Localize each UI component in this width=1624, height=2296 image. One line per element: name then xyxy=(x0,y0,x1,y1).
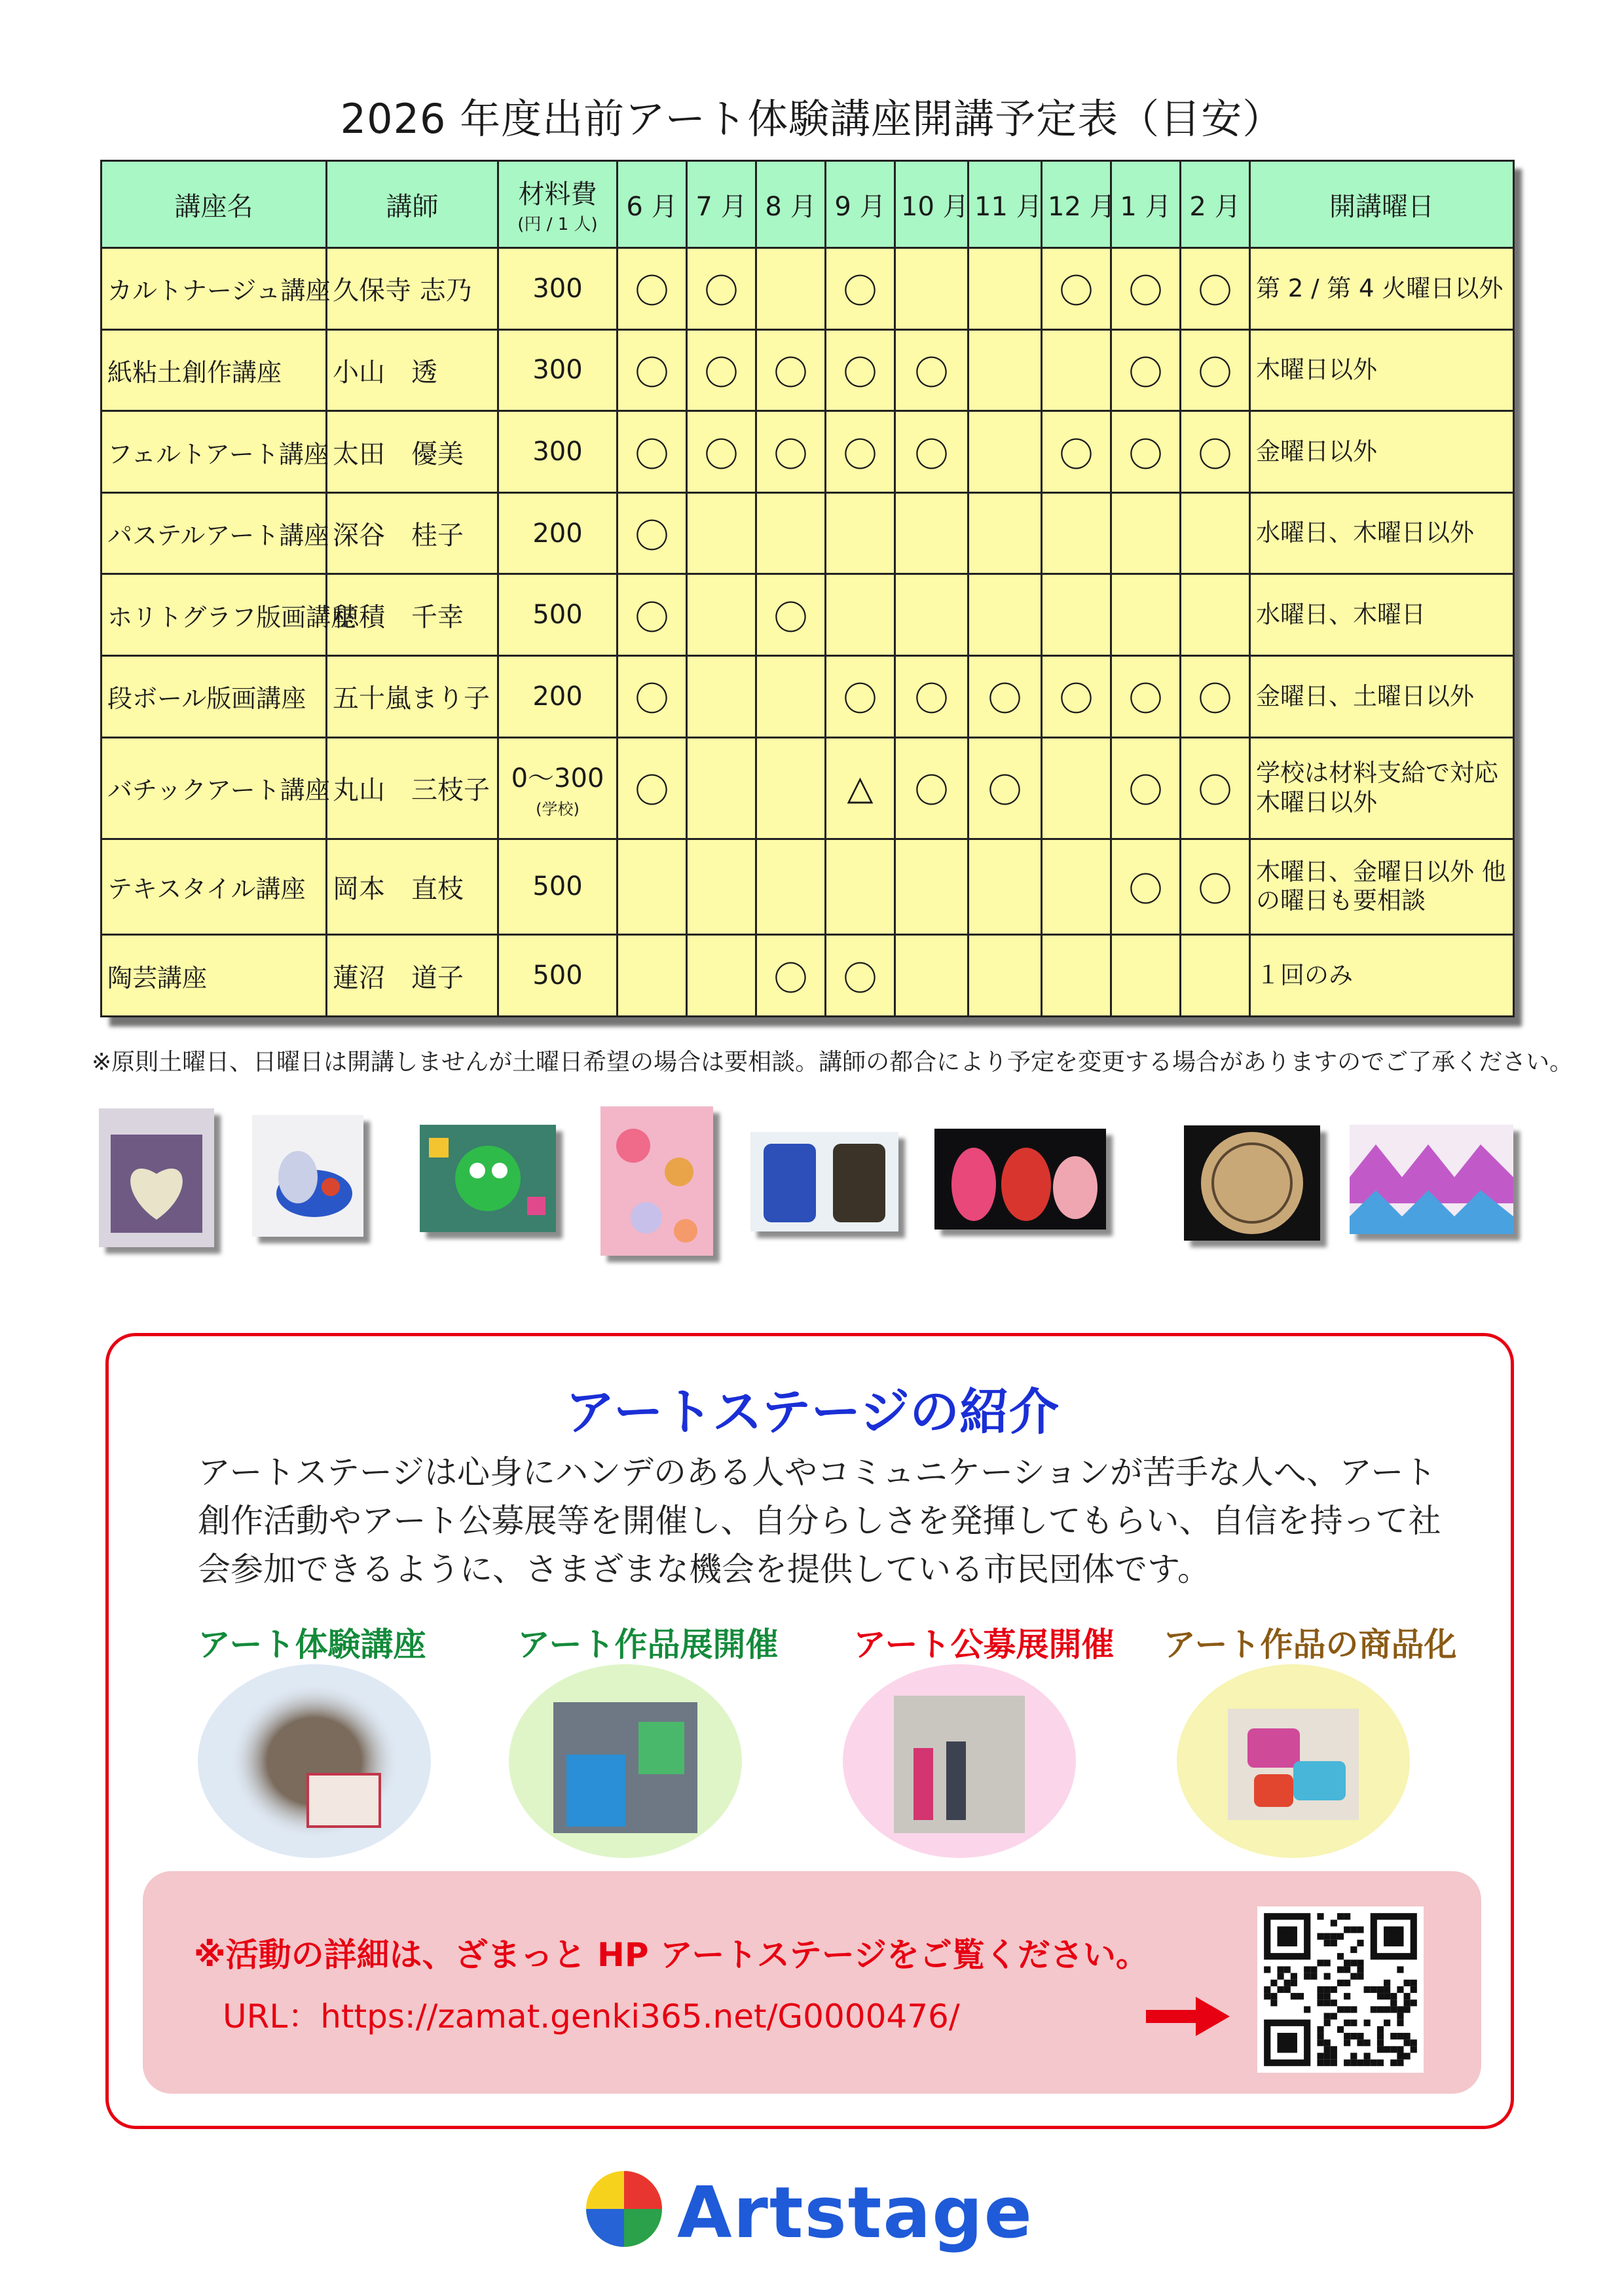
activity-photo-workshop xyxy=(196,1663,432,1859)
artwork-photo-clay xyxy=(252,1115,363,1237)
month-mark-cell xyxy=(969,839,1042,935)
table-row xyxy=(101,935,1514,1017)
schedule-table-wrapper xyxy=(100,160,1513,1017)
header-fee-label: 材料費 xyxy=(518,179,597,210)
month-mark-cell: 〇 xyxy=(1181,329,1250,411)
fee-value: 300 xyxy=(532,437,583,467)
month-mark-cell xyxy=(826,492,895,574)
artwork-photo-textile xyxy=(1350,1125,1513,1234)
header-month: 11 月 xyxy=(969,161,1042,248)
course-name-cell: テキスタイル講座 xyxy=(101,839,327,935)
table-row xyxy=(101,329,1514,411)
month-mark-cell: 〇 xyxy=(1181,839,1250,935)
month-mark-cell: 〇 xyxy=(1181,411,1250,493)
table-row xyxy=(101,737,1514,839)
month-mark-cell xyxy=(687,737,756,839)
month-mark-cell xyxy=(1181,935,1250,1017)
course-name-cell: パステルアート講座 xyxy=(101,492,327,574)
month-mark-cell: 〇 xyxy=(895,329,969,411)
fee-value: 500 xyxy=(532,600,583,630)
schedule-body xyxy=(101,248,1514,1017)
header-month: 7 月 xyxy=(687,161,756,248)
days-cell: 学校は材料支給で対応 木曜日以外 xyxy=(1250,737,1514,839)
teacher-cell: 深谷 桂子 xyxy=(327,492,498,574)
course-name-cell: ホリトグラフ版画講座 xyxy=(101,574,327,656)
month-mark-cell: 〇 xyxy=(756,411,826,493)
artstage-logo-mark xyxy=(585,2170,663,2248)
teacher-cell: 蓮沼 道子 xyxy=(327,935,498,1017)
teacher-cell: 穂積 千幸 xyxy=(327,574,498,656)
month-mark-cell xyxy=(756,737,826,839)
month-mark-cell: 〇 xyxy=(1181,248,1250,330)
month-mark-cell xyxy=(1111,492,1181,574)
month-mark-cell xyxy=(1111,574,1181,656)
month-mark-cell xyxy=(1181,492,1250,574)
month-mark-cell xyxy=(756,656,826,738)
header-teacher: 講師 xyxy=(327,161,498,248)
days-cell: 木曜日、金曜日以外 他の曜日も要相談 xyxy=(1250,839,1514,935)
month-mark-cell xyxy=(687,935,756,1017)
artstage-logo-text: Artstage xyxy=(677,2172,1033,2254)
month-mark-cell: 〇 xyxy=(1111,656,1181,738)
month-mark-cell: 〇 xyxy=(618,737,687,839)
course-name-cell: カルトナージュ講座 xyxy=(101,248,327,330)
month-mark-cell: 〇 xyxy=(826,935,895,1017)
activity-photo-merchandise xyxy=(1175,1663,1411,1859)
month-mark-cell: 〇 xyxy=(618,411,687,493)
month-mark-cell: 〇 xyxy=(1111,248,1181,330)
table-row xyxy=(101,492,1514,574)
info-url-link[interactable]: URL：https://zamat.genki365.net/G0000476/ xyxy=(223,1997,960,2035)
table-row xyxy=(101,656,1514,738)
table-row xyxy=(101,411,1514,493)
month-mark-cell: 〇 xyxy=(756,935,826,1017)
month-mark-cell: 〇 xyxy=(1111,329,1181,411)
month-mark-cell: 〇 xyxy=(756,574,826,656)
activity-label-exhibition: アート作品展開催 xyxy=(517,1626,779,1664)
teacher-cell: 岡本 直枝 xyxy=(327,839,498,935)
course-name-cell: 紙粘土創作講座 xyxy=(101,329,327,411)
teacher-cell: 小山 透 xyxy=(327,329,498,411)
days-cell: 水曜日、木曜日以外 xyxy=(1250,492,1514,574)
month-mark-cell: 〇 xyxy=(618,574,687,656)
month-mark-cell xyxy=(969,411,1042,493)
header-month: 10 月 xyxy=(895,161,969,248)
course-name-cell: フェルトアート講座 xyxy=(101,411,327,493)
fee-cell xyxy=(498,839,618,935)
course-name-cell: 陶芸講座 xyxy=(101,935,327,1017)
month-mark-cell xyxy=(969,248,1042,330)
course-name-cell: 段ボール版画講座 xyxy=(101,656,327,738)
month-mark-cell: 〇 xyxy=(618,248,687,330)
month-mark-cell xyxy=(969,935,1042,1017)
month-mark-cell: 〇 xyxy=(826,411,895,493)
fee-cell xyxy=(498,737,618,839)
fee-value: 200 xyxy=(532,518,583,549)
month-mark-cell: 〇 xyxy=(1111,737,1181,839)
month-mark-cell xyxy=(687,492,756,574)
header-course: 講座名 xyxy=(101,161,327,248)
fee-cell xyxy=(498,935,618,1017)
fee-cell xyxy=(498,329,618,411)
month-mark-cell: 〇 xyxy=(826,329,895,411)
artwork-photo-pastel xyxy=(600,1106,713,1256)
month-mark-cell xyxy=(756,492,826,574)
month-mark-cell: 〇 xyxy=(1042,248,1111,330)
fee-cell xyxy=(498,411,618,493)
fee-value: 0～300 xyxy=(511,763,604,793)
table-row xyxy=(101,248,1514,330)
month-mark-cell: 〇 xyxy=(826,248,895,330)
page-title: 2026 年度出前アート体験講座開講予定表（目安） xyxy=(340,95,1284,143)
artwork-photo-cartonnage xyxy=(99,1108,214,1247)
month-mark-cell xyxy=(1111,935,1181,1017)
info-details-text: ※活動の詳細は、ざまっと HP アートステージをご覧ください。 xyxy=(194,1936,1149,1974)
days-cell: 金曜日以外 xyxy=(1250,411,1514,493)
month-mark-cell xyxy=(1042,737,1111,839)
fee-cell xyxy=(498,248,618,330)
month-mark-cell xyxy=(1042,839,1111,935)
intro-body: アートステージは心身にハンデのある人やコミュニケーションが苦手な人へ、アート創作活動やアート公募展等を開催し、自分らしさを発揮してもらい、自信を持って社会参加できるように、さまざまな機会を提供している市民団体です。 xyxy=(198,1453,1441,1588)
month-mark-cell xyxy=(756,248,826,330)
month-mark-cell xyxy=(895,574,969,656)
month-mark-cell xyxy=(969,574,1042,656)
month-mark-cell xyxy=(895,935,969,1017)
month-mark-cell: 〇 xyxy=(895,411,969,493)
table-header-row xyxy=(101,161,1514,248)
header-fee-unit: (円 / 1 人) xyxy=(517,215,598,234)
arrow-right-icon xyxy=(1146,1997,1230,2036)
month-mark-cell xyxy=(687,574,756,656)
month-mark-cell: 〇 xyxy=(1111,839,1181,935)
header-days: 開講曜日 xyxy=(1250,161,1514,248)
table-row xyxy=(101,574,1514,656)
month-mark-cell: 〇 xyxy=(1181,737,1250,839)
days-cell: 木曜日以外 xyxy=(1250,329,1514,411)
header-month: 8 月 xyxy=(756,161,826,248)
month-mark-cell: 〇 xyxy=(687,329,756,411)
month-mark-cell: 〇 xyxy=(1181,656,1250,738)
month-mark-cell: 〇 xyxy=(969,656,1042,738)
month-mark-cell: 〇 xyxy=(756,329,826,411)
activity-label-contest: アート公募展開催 xyxy=(853,1626,1115,1664)
artwork-photo-print xyxy=(750,1132,898,1231)
month-mark-cell xyxy=(969,492,1042,574)
month-mark-cell: △ xyxy=(826,737,895,839)
month-mark-cell: 〇 xyxy=(1111,411,1181,493)
artwork-photo-batik xyxy=(934,1129,1106,1230)
intro-title: アートステージの紹介 xyxy=(565,1383,1059,1441)
days-cell: １回のみ xyxy=(1250,935,1514,1017)
fee-cell xyxy=(498,656,618,738)
month-mark-cell xyxy=(687,839,756,935)
artwork-photo-felt xyxy=(420,1125,556,1232)
fee-value: 200 xyxy=(532,681,583,712)
month-mark-cell: 〇 xyxy=(618,492,687,574)
month-mark-cell: 〇 xyxy=(618,329,687,411)
header-month: 2 月 xyxy=(1181,161,1250,248)
month-mark-cell xyxy=(1042,492,1111,574)
month-mark-cell: 〇 xyxy=(1042,411,1111,493)
month-mark-cell xyxy=(687,656,756,738)
month-mark-cell xyxy=(618,839,687,935)
fee-value: 300 xyxy=(532,273,583,304)
month-mark-cell xyxy=(1181,574,1250,656)
teacher-cell: 久保寺 志乃 xyxy=(327,248,498,330)
activity-photo-contest xyxy=(841,1663,1077,1859)
month-mark-cell xyxy=(826,574,895,656)
qr-code[interactable] xyxy=(1257,1906,1424,2073)
month-mark-cell: 〇 xyxy=(687,411,756,493)
month-mark-cell xyxy=(895,492,969,574)
fee-value: 500 xyxy=(532,871,583,902)
fee-value: 300 xyxy=(532,355,583,386)
header-fee xyxy=(498,161,618,248)
month-mark-cell xyxy=(895,248,969,330)
month-mark-cell: 〇 xyxy=(895,656,969,738)
month-mark-cell xyxy=(1042,935,1111,1017)
month-mark-cell xyxy=(1042,574,1111,656)
days-cell: 水曜日、木曜日 xyxy=(1250,574,1514,656)
month-mark-cell xyxy=(895,839,969,935)
activity-label-workshop: アート体験講座 xyxy=(198,1626,426,1664)
days-cell: 第 2 / 第 4 火曜日以外 xyxy=(1250,248,1514,330)
fee-cell xyxy=(498,574,618,656)
teacher-cell: 五十嵐まり子 xyxy=(327,656,498,738)
month-mark-cell: 〇 xyxy=(1042,656,1111,738)
schedule-table xyxy=(100,160,1515,1017)
schedule-note: ※原則土曜日、日曜日は開講しませんが土曜日希望の場合は要相談。講師の都合により予定を変更する場合がありますのでご了承ください。 xyxy=(92,1049,1574,1076)
month-mark-cell: 〇 xyxy=(687,248,756,330)
days-cell: 金曜日、土曜日以外 xyxy=(1250,656,1514,738)
header-month: 6 月 xyxy=(618,161,687,248)
fee-value: 500 xyxy=(532,960,583,991)
month-mark-cell xyxy=(1042,329,1111,411)
table-row xyxy=(101,839,1514,935)
month-mark-cell xyxy=(756,839,826,935)
month-mark-cell: 〇 xyxy=(895,737,969,839)
month-mark-cell xyxy=(969,329,1042,411)
activity-photo-exhibition xyxy=(507,1663,743,1859)
activity-label-merchandise: アート作品の商品化 xyxy=(1163,1626,1457,1664)
month-mark-cell xyxy=(618,935,687,1017)
header-month: 9 月 xyxy=(826,161,895,248)
teacher-cell: 丸山 三枝子 xyxy=(327,737,498,839)
month-mark-cell: 〇 xyxy=(618,656,687,738)
fee-note: (学校) xyxy=(536,799,580,818)
teacher-cell: 太田 優美 xyxy=(327,411,498,493)
artwork-photo-ceramic xyxy=(1184,1125,1320,1241)
fee-cell xyxy=(498,492,618,574)
header-month: 12 月 xyxy=(1042,161,1111,248)
month-mark-cell xyxy=(826,839,895,935)
month-mark-cell: 〇 xyxy=(969,737,1042,839)
course-name-cell: バチックアート講座 xyxy=(101,737,327,839)
header-month: 1 月 xyxy=(1111,161,1181,248)
month-mark-cell: 〇 xyxy=(826,656,895,738)
